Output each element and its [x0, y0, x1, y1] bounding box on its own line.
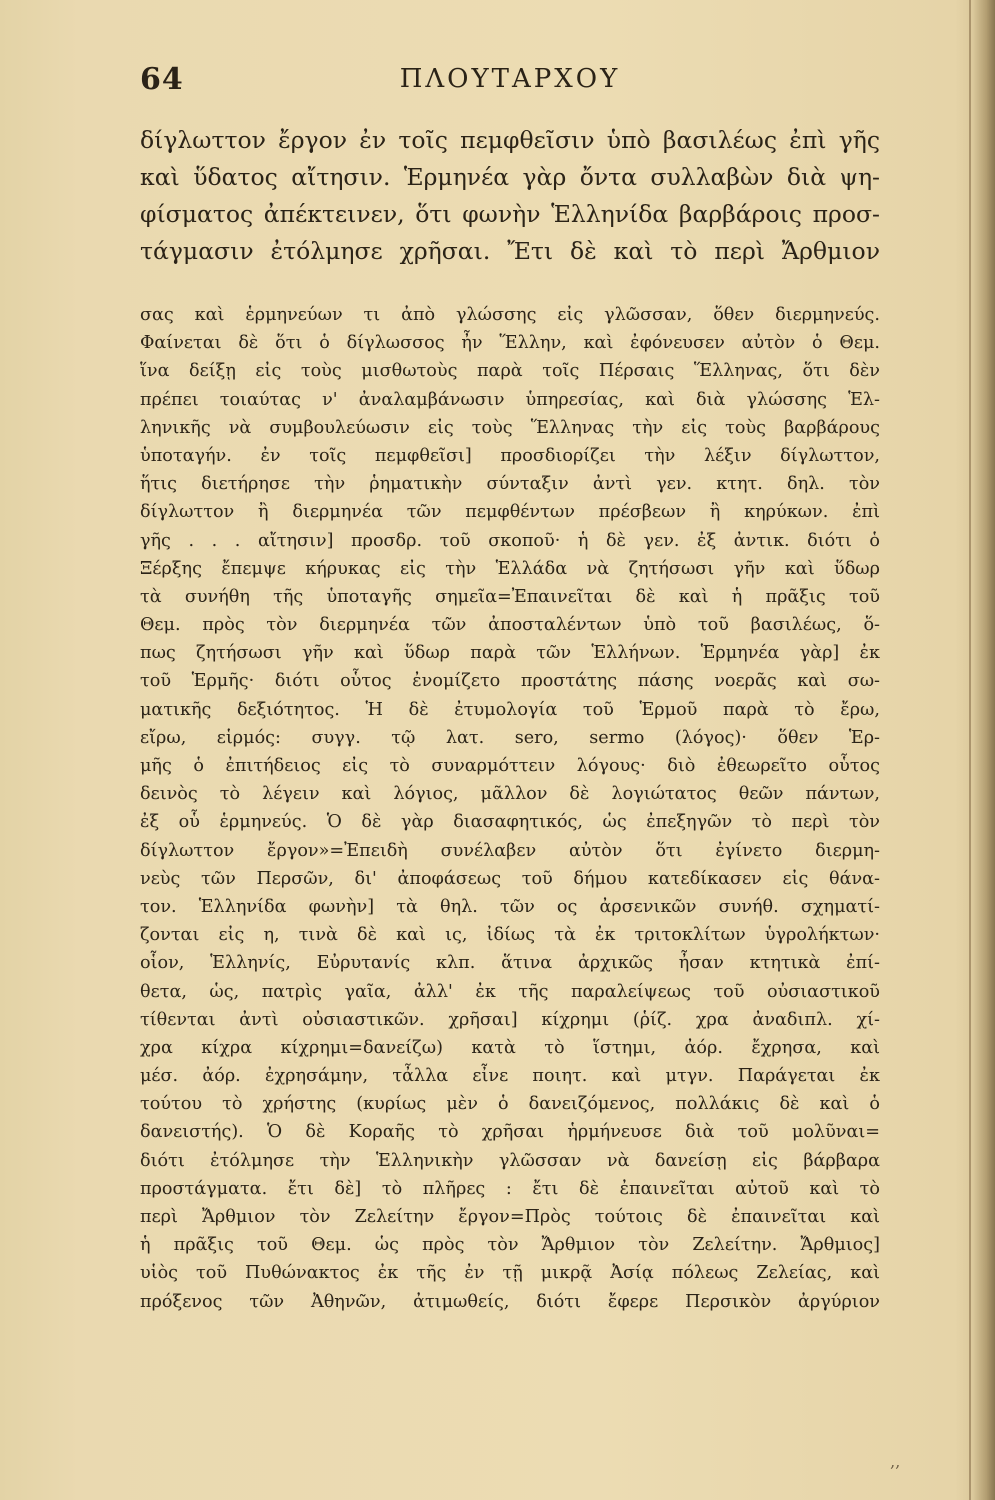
- note-line: ὑποταγήν. ἐν τοῖς πεμφθεῖσι] προσδιορίζει τὴν λέξιν δίγλωττον,: [140, 445, 880, 466]
- note-line: διότι ἐτόλμησε τὴν Ἑλληνικὴν γλῶσσαν νὰ δανείσῃ εἰς βάρβαρα: [140, 1150, 880, 1171]
- main-text-line: δίγλωττον ἔργον ἐν τοῖς πεμφθεῖσιν ὑπὸ βασιλέως ἐπὶ γῆς: [140, 126, 880, 154]
- running-title: ΠΛΟΥΤΑΡΧΟΥ: [399, 64, 621, 94]
- note-line: ἵνα δείξῃ εἰς τοὺς μισθωτοὺς παρὰ τοῖς Πέρσαις Ἕλληνας, ὅτι δὲν: [140, 361, 880, 382]
- main-text-line: τάγμασιν ἐτόλμησε χρῆσαι. Ἔτι δὲ καὶ τὸ περὶ Ἄρθμιον: [140, 237, 880, 265]
- note-line: τοῦ Ἑρμῆς· διότι οὗτος ἐνομίζετο προστάτης πάσης νοερᾶς καὶ σω-: [140, 671, 880, 692]
- note-line: ματικῆς δεξιότητος. Ἡ δὲ ἐτυμολογία τοῦ Ἑρμοῦ παρὰ τὸ ἔρω,: [140, 699, 880, 720]
- main-text-line: καὶ ὕδατος αἴτησιν. Ἑρμηνέα γὰρ ὄντα συλλαβὼν διὰ ψη-: [140, 163, 880, 191]
- note-line: δίγλωττον ἢ διερμηνέα τῶν πεμφθέντων πρέσβεων ἢ κηρύκων. ἐπὶ: [140, 502, 880, 523]
- binding-rule: [969, 0, 971, 1500]
- note-line: ληνικῆς νὰ συμβουλεύωσιν εἰς τοὺς Ἕλληνας τὴν εἰς τοὺς βαρβάρους: [140, 417, 880, 438]
- note-line: πρόξενος τῶν Ἀθηνῶν, ἀτιμωθείς, διότι ἔφερε Περσικὸν ἀργύριον: [140, 1291, 880, 1312]
- note-line: τίθενται ἀντὶ οὐσιαστικῶν. χρῆσαι] κίχρημι (ῥίζ. χρα ἀναδιπλ. χί-: [140, 1009, 880, 1030]
- note-line: προστάγματα. ἔτι δὲ] τὸ πλῆρες : ἔτι δὲ ἐπαινεῖται αὐτοῦ καὶ τὸ: [140, 1178, 880, 1199]
- commentary-notes: [140, 301, 880, 1316]
- page-header: [140, 62, 880, 102]
- note-line: ζονται εἰς η, τινὰ δὲ καὶ ις, ἰδίως τὰ ἐκ τριτοκλίτων ὑγρολήκτων·: [140, 925, 880, 946]
- page-edge-shadow: [973, 0, 995, 1500]
- main-text-line: φίσματος ἀπέκτεινεν, ὅτι φωνὴν Ἑλληνίδα βαρβάροις προσ-: [140, 200, 880, 228]
- note-line: μέσ. ἀόρ. ἐχρησάμην, τἆλλα εἶνε ποιητ. καὶ μτγν. Παράγεται ἐκ: [140, 1066, 880, 1087]
- note-line: τὰ συνήθη τῆς ὑποταγῆς σημεῖα=Ἐπαινεῖται δὲ καὶ ἡ πρᾶξις τοῦ: [140, 586, 880, 607]
- note-line: δεινὸς τὸ λέγειν καὶ λόγιος, μᾶλλον δὲ λογιώτατος θεῶν πάντων,: [140, 784, 880, 805]
- note-line: Ξέρξης ἔπεμψε κήρυκας εἰς τὴν Ἑλλάδα νὰ ζητήσωσι γῆν καὶ ὕδωρ: [140, 558, 880, 579]
- note-line: δίγλωττον ἔργον»=Ἐπειδὴ συνέλαβεν αὐτὸν ὅτι ἐγίνετο διερμη-: [140, 840, 880, 861]
- note-line: οἷον, Ἑλληνίς, Εὐρυτανίς κλπ. ἅτινα ἀρχικῶς ἦσαν κτητικὰ ἐπί-: [140, 953, 880, 974]
- note-line: γῆς . . . αἴτησιν] προσδρ. τοῦ σκοποῦ· ἡ δὲ γεν. ἐξ ἀντικ. διότι ὁ: [140, 530, 880, 551]
- main-text: [140, 122, 880, 270]
- note-line: πρέπει τοιαύτας ν' ἀναλαμβάνωσιν ὑπηρεσίας, καὶ διὰ γλώσσης Ἑλ-: [140, 389, 880, 410]
- note-line: σας καὶ ἑρμηνεύων τι ἀπὸ γλώσσης εἰς γλῶσσαν, ὅθεν διερμηνεύς.: [140, 305, 880, 325]
- note-line: Θεμ. πρὸς τὸν διερμηνέα τῶν ἀποσταλέντων ὑπὸ τοῦ βασιλέως, ὅ-: [140, 615, 880, 636]
- note-line: Φαίνεται δὲ ὅτι ὁ δίγλωσσος ἦν Ἕλλην, καὶ ἐφόνευσεν αὐτὸν ὁ Θεμ.: [140, 333, 880, 354]
- note-line: ἥτις διετήρησε τὴν ῥηματικὴν σύνταξιν ἀντὶ γεν. κτητ. δηλ. τὸν: [140, 474, 880, 495]
- note-line: περὶ Ἄρθμιον τὸν Ζελείτην ἔργον=Πρὸς τούτοις δὲ ἐπαινεῖται καὶ: [140, 1207, 880, 1227]
- note-line: πως ζητήσωσι γῆν καὶ ὕδωρ παρὰ τῶν Ἑλλήνων. Ἑρμηνέα γὰρ] ἐκ: [140, 643, 880, 664]
- note-line: εἴρω, εἱρμός: συγγ. τῷ λατ. sero, sermo (λόγος)· ὅθεν Ἑρ-: [140, 727, 880, 748]
- note-line: τον. Ἑλληνίδα φωνὴν] τὰ θηλ. τῶν ος ἀρσενικῶν συνήθ. σχηματί-: [140, 896, 880, 917]
- footer-mark: ‚‚: [890, 1452, 901, 1471]
- note-line: νεὺς τῶν Περσῶν, δι' ἀποφάσεως τοῦ δήμου κατεδίκασεν εἰς θάνα-: [140, 868, 880, 889]
- note-line: θετα, ὡς, πατρὶς γαῖα, ἀλλ' ἐκ τῆς παραλείψεως τοῦ οὐσιαστικοῦ: [140, 981, 880, 1002]
- page-number: 64: [140, 62, 184, 97]
- note-line: ἐξ οὗ ἑρμηνεύς. Ὁ δὲ γὰρ διασαφητικός, ὡς ἐπεξηγῶν τὸ περὶ τὸν: [140, 812, 880, 833]
- note-line: μῆς ὁ ἐπιτήδειος εἰς τὸ συναρμόττειν λόγους· διὸ ἐθεωρεῖτο οὗτος: [140, 756, 880, 776]
- note-line: υἱὸς τοῦ Πυθώνακτος ἐκ τῆς ἐν τῇ μικρᾷ Ἀσίᾳ πόλεως Ζελείας, καὶ: [140, 1263, 880, 1284]
- note-line: ἡ πρᾶξις τοῦ Θεμ. ὡς πρὸς τὸν Ἄρθμιον τὸν Ζελείτην. Ἄρθμιος]: [140, 1235, 880, 1256]
- note-line: χρα κίχρα κίχρημι=δανείζω) κατὰ τὸ ἵστημι, ἀόρ. ἔχρησα, καὶ: [140, 1037, 880, 1058]
- note-line: δανειστής). Ὁ δὲ Κοραῆς τὸ χρῆσαι ἡρμήνευσε διὰ τοῦ μολῦναι=: [140, 1122, 880, 1143]
- note-line: τούτου τὸ χρήστης (κυρίως μὲν ὁ δανειζόμενος, πολλάκις δὲ καὶ ὁ: [140, 1094, 880, 1115]
